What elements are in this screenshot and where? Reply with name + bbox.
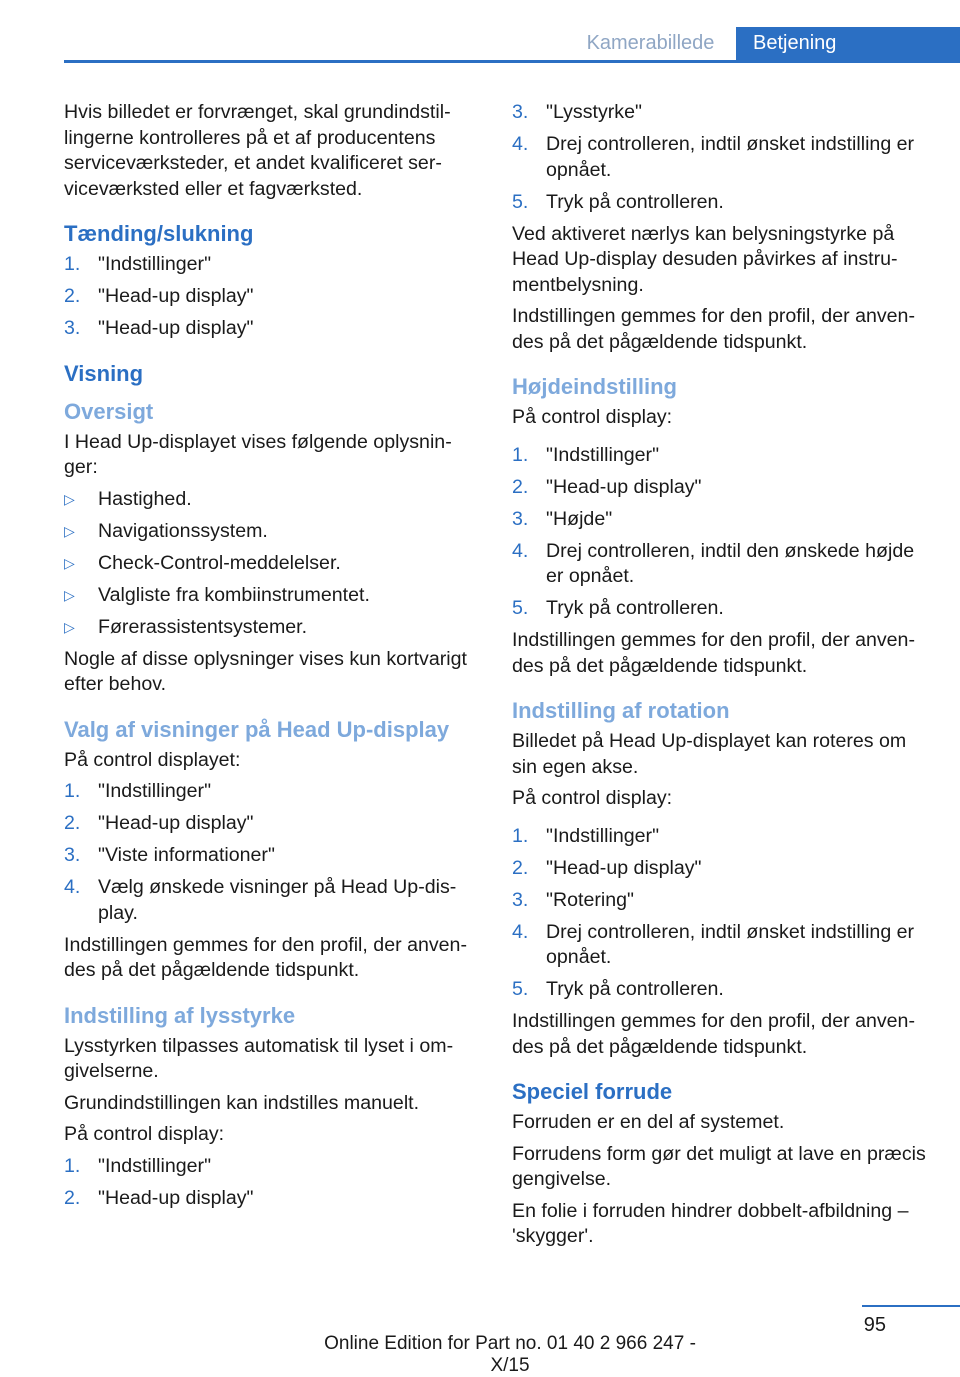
heading-hoejde: Højdeindstilling <box>512 374 677 399</box>
heading-forrude: Speciel forrude <box>512 1079 673 1104</box>
lysstyrke-text-1: Lysstyrken tilpasses automatisk til lyset i omgivelserne. <box>64 1034 454 1082</box>
list-item: 4. Vælg ønskede visninger på Head Up-display. <box>64 876 457 924</box>
forrude-text-3: En folie i forruden hindrer dobbelt-afbildning – 'skygger'. <box>512 1199 909 1247</box>
page-number: 95 <box>863 1314 886 1336</box>
list-item: 3. "Viste informationer" <box>64 844 275 866</box>
list-item: 4. Drej controlleren, indtil ønsket indstilling er opnået. <box>512 133 915 181</box>
footer-rule <box>862 1305 960 1307</box>
lysstyrke-list-continued <box>512 100 926 215</box>
heading-rotation: Indstilling af rotation <box>512 698 730 723</box>
rotation-list <box>512 824 926 1003</box>
valg-intro: På control displayet: <box>64 748 241 771</box>
list-item: 4. Drej controlleren, indtil den ønskede højde er opnået. <box>512 539 915 587</box>
intro-paragraph: Hvis billedet er forvrænget, skal grundindstillingerne kontrolleres på et af producentens serviceværksteder, et andet kvalificeret serviceværksted eller et fagværksted. <box>64 101 451 200</box>
header-rule <box>64 60 960 63</box>
page-header <box>0 0 960 62</box>
list-item: 1. "Indstillinger" <box>64 253 212 275</box>
right-column <box>512 100 926 1256</box>
list-item: 2. "Head-up display" <box>64 1186 254 1209</box>
hoejde-intro: På control display: <box>512 406 673 428</box>
triangle-bullet-icon: ▷ <box>64 554 75 571</box>
list-item: 1. "Indstillinger" <box>64 1154 212 1177</box>
list-item: 5. Tryk på controlleren. <box>512 978 724 1000</box>
heading-valg: Valg af visninger på Head Up-display <box>64 716 450 742</box>
rotation-text-1: Billedet på Head Up-displayet kan roteres om sin egen akse. <box>512 730 907 778</box>
rotation-after: Indstillingen gemmes for den profil, der anvendes på det pågældende tidspunkt. <box>512 1010 915 1058</box>
valg-list <box>64 779 476 926</box>
hoejde-after: Indstillingen gemmes for den profil, der anvendes på det pågældende tidspunkt. <box>512 629 915 677</box>
forrude-text-2: Forrudens form gør det muligt at lave en præcis gengivelse. <box>512 1142 926 1190</box>
lysstyrke-list <box>64 1154 476 1212</box>
triangle-bullet-icon: ▷ <box>64 618 75 635</box>
section-tab[interactable]: Kamerabillede <box>586 32 715 54</box>
heading-visning: Visning <box>64 360 144 386</box>
lysstyrke-after-1: Ved aktiveret nærlys kan belysningstyrke på Head Up-display desuden påvirkes af instrumentbelysning. <box>512 222 898 296</box>
oversigt-paragraph: I Head Up-displayet vises følgende oplysninger: <box>64 430 452 478</box>
triangle-bullet-icon: ▷ <box>64 522 75 539</box>
heading-oversigt: Oversigt <box>64 398 154 424</box>
list-item: ▷ Check-Control-meddelelser. <box>64 551 476 577</box>
chapter-tab[interactable]: Betjening <box>736 27 960 60</box>
list-item: 2. "Head-up display" <box>512 475 702 498</box>
list-item: ▷ Valgliste fra kombiinstrumentet. <box>64 583 476 609</box>
rotation-text-2: På control display: <box>512 787 673 809</box>
list-item: ▷ Førerassistentsystemer. <box>64 615 476 641</box>
list-item: 4. Drej controlleren, indtil ønsket indstilling er opnået. <box>512 920 915 968</box>
list-item: 2. "Head-up display" <box>64 285 254 307</box>
oversigt-list <box>64 487 476 641</box>
list-item: 2. "Head-up display" <box>512 856 702 879</box>
list-item: 5. Tryk på controlleren. <box>512 597 724 619</box>
hoejde-list <box>512 443 926 622</box>
taending-list <box>64 252 476 342</box>
triangle-bullet-icon: ▷ <box>64 586 75 603</box>
list-item: 2. "Head-up display" <box>64 812 254 834</box>
list-item: 3. "Head-up display" <box>64 317 254 339</box>
edition-footer: Online Edition for Part no. 01 40 2 966 247 - X/15 <box>324 1333 696 1376</box>
list-item: ▷ Navigationssystem. <box>64 519 476 545</box>
list-item: 3. "Lysstyrke" <box>512 101 642 123</box>
list-item: ▷ Hastighed. <box>64 487 476 513</box>
heading-lysstyrke: Indstilling af lysstyrke <box>64 1002 296 1028</box>
list-item: 1. "Indstillinger" <box>512 443 660 466</box>
list-item: 1. "Indstillinger" <box>512 824 660 847</box>
left-column <box>64 100 476 1218</box>
lysstyrke-text-2: Grundindstillingen kan indstilles manuelt. <box>64 1091 420 1114</box>
heading-taending: Tænding/slukning <box>64 221 254 246</box>
lysstyrke-text-3: På control display: <box>64 1123 225 1145</box>
oversigt-after: Nogle af disse oplysninger vises kun kortvarigt efter behov. <box>64 647 467 695</box>
list-item: 3. "Rotering" <box>512 888 634 911</box>
list-item: 5. Tryk på controlleren. <box>512 190 724 213</box>
valg-after: Indstillingen gemmes for den profil, der anvendes på det pågældende tidspunkt. <box>64 933 467 981</box>
lysstyrke-after-2: Indstillingen gemmes for den profil, der anvendes på det pågældende tidspunkt. <box>512 305 915 353</box>
list-item: 3. "Højde" <box>512 507 613 530</box>
forrude-text-1: Forruden er en del af systemet. <box>512 1111 785 1133</box>
list-item: 1. "Indstillinger" <box>64 780 212 802</box>
triangle-bullet-icon: ▷ <box>64 490 75 507</box>
